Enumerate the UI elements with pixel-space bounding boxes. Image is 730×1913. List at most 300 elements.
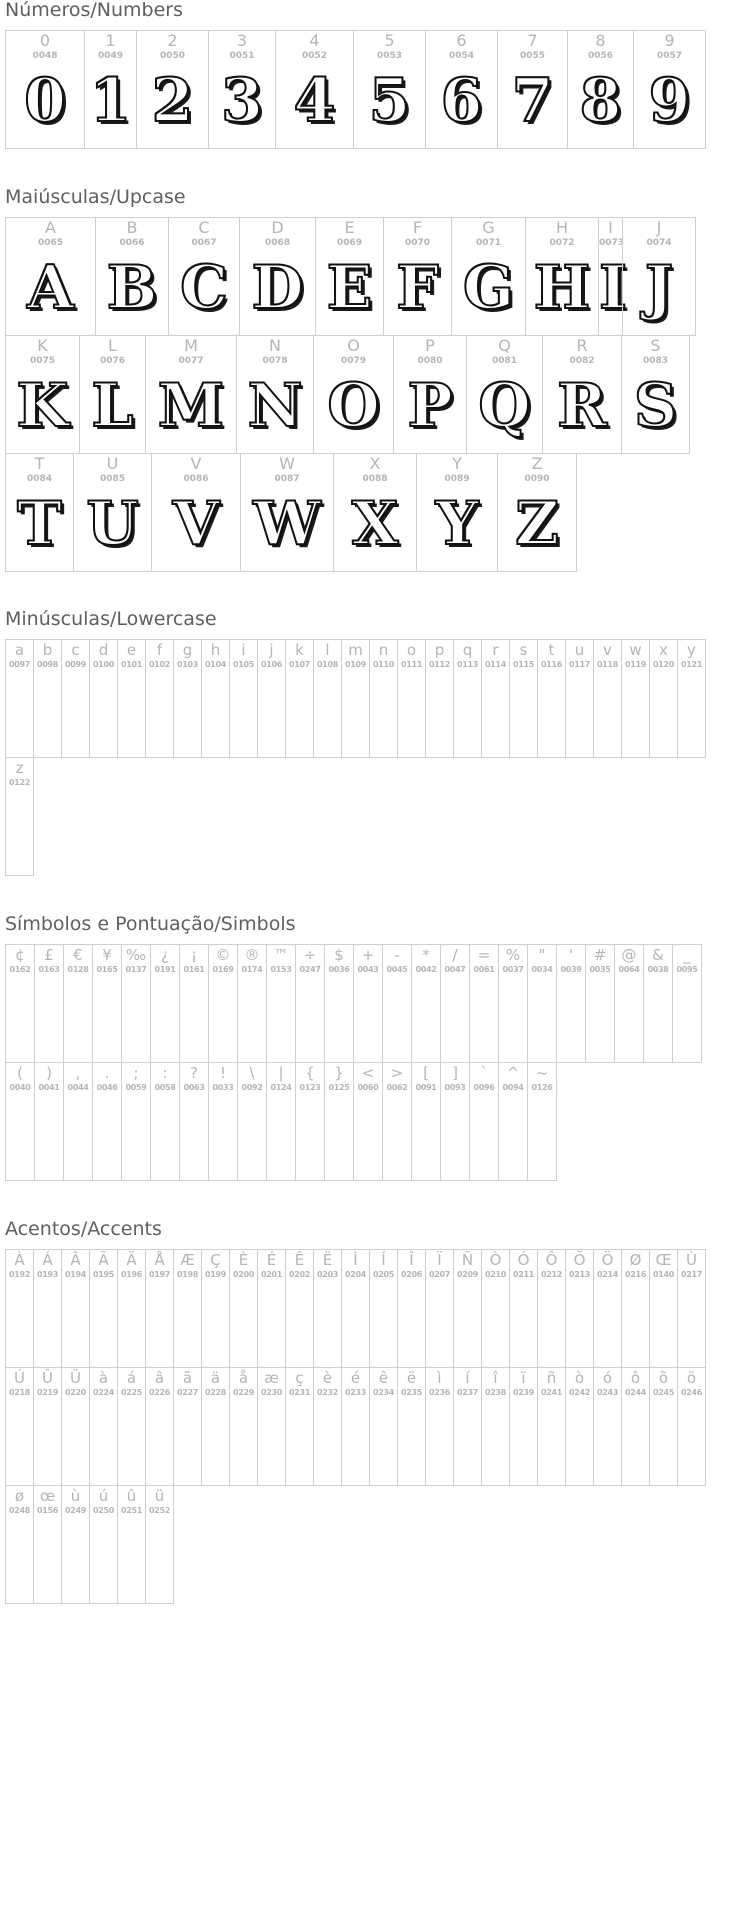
accents-glyph-cell bbox=[33, 1249, 62, 1368]
glyph-code-label: 0059 bbox=[125, 1083, 147, 1092]
glyph-code-label: 0245 bbox=[652, 1388, 675, 1397]
symbols-glyph-cell bbox=[34, 1062, 64, 1181]
glyph-preview: U bbox=[86, 489, 139, 559]
symbols-glyph-cell bbox=[382, 1062, 412, 1181]
glyph-code-label: 0193 bbox=[36, 1270, 59, 1279]
glyph-character-label: } bbox=[334, 1064, 344, 1082]
upcase-glyph-cell bbox=[416, 453, 498, 572]
glyph-code-label: 0239 bbox=[512, 1388, 535, 1397]
glyph-code-label: 0114 bbox=[484, 660, 507, 669]
upcase-glyph-cell bbox=[393, 335, 467, 454]
glyph-code-label: 0224 bbox=[92, 1388, 115, 1397]
upcase-grid bbox=[5, 217, 725, 571]
glyph-preview: A bbox=[27, 253, 74, 323]
glyph-code-label: 0212 bbox=[540, 1270, 563, 1279]
glyph-preview: I bbox=[599, 253, 628, 323]
symbols-glyph-cell bbox=[121, 1062, 151, 1181]
glyph-character-label: Õ bbox=[573, 1251, 586, 1269]
numbers-heading: Números/Numbers bbox=[5, 0, 183, 21]
glyph-code-label: 0075 bbox=[29, 356, 56, 366]
glyph-code-label: 0216 bbox=[624, 1270, 647, 1279]
glyph-character-label: ô bbox=[630, 1369, 641, 1387]
glyph-code-label: 0201 bbox=[260, 1270, 283, 1279]
glyph-character-label: ) bbox=[46, 1064, 52, 1082]
glyph-code-label: 0199 bbox=[204, 1270, 227, 1279]
glyph-character-label: - bbox=[394, 946, 400, 964]
glyph-preview: 3 bbox=[221, 66, 263, 136]
glyph-preview: D bbox=[251, 253, 304, 323]
glyph-code-label: 0128 bbox=[67, 965, 89, 974]
glyph-character-label: Ø bbox=[629, 1251, 642, 1269]
glyph-code-label: 0080 bbox=[417, 356, 443, 366]
upcase-glyph-cell bbox=[333, 453, 417, 572]
numbers-grid bbox=[5, 30, 725, 148]
upcase-glyph-cell bbox=[5, 453, 74, 572]
glyph-character-label: ø bbox=[14, 1487, 25, 1505]
symbols-glyph-cell bbox=[498, 944, 528, 1063]
accents-glyph-cell bbox=[173, 1249, 202, 1368]
symbols-glyph-cell bbox=[92, 944, 122, 1063]
glyph-character-label: J bbox=[656, 218, 662, 237]
accents-glyph-cell bbox=[117, 1249, 146, 1368]
glyph-character-label: Ë bbox=[322, 1251, 333, 1269]
glyph-character-label: È bbox=[238, 1251, 249, 1269]
glyph-character-label: á bbox=[126, 1369, 137, 1387]
symbols-glyph-cell bbox=[208, 944, 238, 1063]
glyph-character-label: ( bbox=[17, 1064, 23, 1082]
glyph-character-label: x bbox=[659, 641, 668, 659]
symbols-glyph-cell bbox=[382, 944, 412, 1063]
glyph-character-label: Z bbox=[531, 454, 543, 473]
accents-glyph-cell bbox=[313, 1249, 342, 1368]
glyph-character-label: 6 bbox=[456, 31, 467, 50]
glyph-character-label: Ò bbox=[489, 1251, 502, 1269]
accents-glyph-cell bbox=[593, 1367, 622, 1486]
glyph-code-label: 0237 bbox=[456, 1388, 479, 1397]
upcase-heading: Maiúsculas/Upcase bbox=[5, 186, 186, 208]
glyph-code-label: 0117 bbox=[568, 660, 591, 669]
glyph-code-label: 0108 bbox=[316, 660, 339, 669]
glyph-code-label: 0119 bbox=[624, 660, 647, 669]
glyph-code-label: 0109 bbox=[344, 660, 367, 669]
glyph-character-label: t bbox=[548, 641, 555, 659]
glyph-code-label: 0169 bbox=[212, 965, 234, 974]
accents-glyph-cell bbox=[173, 1367, 202, 1486]
lowercase-glyph-cell bbox=[369, 639, 398, 758]
glyph-character-label: > bbox=[390, 1064, 404, 1082]
glyph-character-label: l bbox=[325, 641, 330, 659]
glyph-code-label: 0043 bbox=[357, 965, 379, 974]
lowercase-glyph-cell bbox=[201, 639, 230, 758]
glyph-preview: 4 bbox=[293, 66, 336, 136]
glyph-character-label: Y bbox=[452, 454, 462, 473]
accents-glyph-cell bbox=[257, 1249, 286, 1368]
upcase-glyph-cell bbox=[542, 335, 622, 454]
glyph-code-label: 0107 bbox=[288, 660, 311, 669]
symbols-heading: Símbolos e Pontuação/Simbols bbox=[5, 913, 296, 935]
accents-glyph-cell bbox=[89, 1485, 118, 1604]
glyph-code-label: 0163 bbox=[38, 965, 60, 974]
glyph-character-label: ™ bbox=[273, 946, 289, 964]
accents-glyph-cell bbox=[89, 1367, 118, 1486]
glyph-character-label: = bbox=[477, 946, 491, 964]
glyph-character-label: T bbox=[34, 454, 45, 473]
symbols-grid bbox=[5, 944, 725, 1180]
glyph-code-label: 0101 bbox=[120, 660, 143, 669]
glyph-character-label: Ñ bbox=[461, 1251, 474, 1269]
glyph-character-label: Ì bbox=[353, 1251, 358, 1269]
upcase-glyph-cell bbox=[236, 335, 314, 454]
glyph-character-label: Ä bbox=[126, 1251, 137, 1269]
glyph-code-label: 0076 bbox=[99, 356, 126, 366]
accents-glyph-cell bbox=[341, 1367, 370, 1486]
upcase-glyph-cell bbox=[145, 335, 237, 454]
glyph-character-label: Í bbox=[381, 1251, 386, 1269]
glyph-preview: 0 bbox=[24, 66, 66, 136]
glyph-character-label: ¥ bbox=[102, 946, 112, 964]
glyph-code-label: 0233 bbox=[344, 1388, 367, 1397]
glyph-code-label: 0060 bbox=[357, 1083, 379, 1092]
glyph-code-label: 0063 bbox=[183, 1083, 205, 1092]
glyph-code-label: 0220 bbox=[64, 1388, 87, 1397]
lowercase-glyph-cell bbox=[5, 757, 34, 876]
glyph-code-label: 0103 bbox=[176, 660, 199, 669]
glyph-character-label: ü bbox=[154, 1487, 165, 1505]
glyph-character-label: î bbox=[493, 1369, 498, 1387]
glyph-code-label: 0055 bbox=[519, 51, 546, 61]
glyph-character-label: Ó bbox=[517, 1251, 530, 1269]
glyph-code-label: 0161 bbox=[183, 965, 205, 974]
glyph-code-label: 0195 bbox=[92, 1270, 115, 1279]
glyph-code-label: 0095 bbox=[676, 965, 698, 974]
glyph-character-label: å bbox=[238, 1369, 249, 1387]
glyph-preview: B bbox=[106, 253, 158, 323]
accents-glyph-cell bbox=[145, 1249, 174, 1368]
glyph-preview: K bbox=[16, 371, 69, 441]
glyph-code-label: 0121 bbox=[680, 660, 703, 669]
numbers-glyph-cell bbox=[5, 30, 85, 149]
upcase-glyph-cell bbox=[315, 217, 384, 336]
accents-glyph-cell bbox=[229, 1249, 258, 1368]
glyph-character-label: O bbox=[347, 336, 360, 355]
glyph-preview: N bbox=[247, 371, 303, 441]
glyph-character-label: i bbox=[241, 641, 246, 659]
glyph-character-label: m bbox=[348, 641, 363, 659]
glyph-code-label: 0118 bbox=[596, 660, 619, 669]
upcase-glyph-cell bbox=[79, 335, 146, 454]
glyph-code-label: 0090 bbox=[524, 474, 550, 484]
accents-glyph-cell bbox=[677, 1249, 706, 1368]
glyph-code-label: 0122 bbox=[8, 778, 31, 787]
glyph-character-label: n bbox=[378, 641, 389, 659]
glyph-code-label: 0116 bbox=[540, 660, 563, 669]
glyph-character-label: S bbox=[650, 336, 661, 355]
upcase-glyph-cell bbox=[168, 217, 240, 336]
glyph-code-label: 0207 bbox=[428, 1270, 451, 1279]
glyph-code-label: 0227 bbox=[176, 1388, 199, 1397]
glyph-character-label: Â bbox=[70, 1251, 81, 1269]
glyph-code-label: 0162 bbox=[9, 965, 31, 974]
upcase-glyph-cell bbox=[598, 217, 628, 336]
glyph-character-label: | bbox=[278, 1064, 284, 1082]
glyph-character-label: v bbox=[603, 641, 612, 659]
glyph-character-label: D bbox=[271, 218, 284, 237]
glyph-character-label: L bbox=[108, 336, 117, 355]
symbols-glyph-cell bbox=[295, 1062, 325, 1181]
numbers-glyph-cell bbox=[275, 30, 354, 149]
symbols-glyph-cell bbox=[5, 1062, 35, 1181]
glyph-character-label: Œ bbox=[655, 1251, 672, 1269]
accents-glyph-cell bbox=[117, 1485, 146, 1604]
symbols-glyph-cell bbox=[556, 944, 586, 1063]
glyph-character-label: { bbox=[305, 1064, 315, 1082]
glyph-character-label: ~ bbox=[535, 1064, 549, 1082]
symbols-glyph-cell bbox=[5, 944, 35, 1063]
glyph-character-label: < bbox=[361, 1064, 375, 1082]
lowercase-glyph-cell bbox=[61, 639, 90, 758]
glyph-preview: G bbox=[462, 253, 515, 323]
glyph-code-label: 0213 bbox=[568, 1270, 591, 1279]
glyph-code-label: 0111 bbox=[400, 660, 423, 669]
glyph-character-label: C bbox=[198, 218, 210, 237]
glyph-character-label: @ bbox=[621, 946, 637, 964]
glyph-code-label: 0070 bbox=[404, 238, 431, 248]
glyph-character-label: © bbox=[215, 946, 231, 964]
glyph-code-label: 0248 bbox=[8, 1506, 31, 1515]
numbers-glyph-cell bbox=[84, 30, 137, 149]
glyph-code-label: 0061 bbox=[473, 965, 495, 974]
symbols-glyph-cell bbox=[353, 944, 383, 1063]
glyph-character-label: M bbox=[184, 336, 198, 355]
lowercase-glyph-cell bbox=[145, 639, 174, 758]
glyph-character-label: è bbox=[322, 1369, 333, 1387]
glyph-code-label: 0106 bbox=[260, 660, 283, 669]
glyph-code-label: 0048 bbox=[32, 51, 58, 61]
glyph-code-label: 0115 bbox=[512, 660, 535, 669]
glyph-character-label: X bbox=[369, 454, 381, 473]
accents-glyph-cell bbox=[425, 1249, 454, 1368]
glyph-preview: H bbox=[533, 253, 591, 323]
glyph-character-label: Ô bbox=[545, 1251, 558, 1269]
glyph-character-label: ¿ bbox=[161, 946, 169, 964]
accents-glyph-cell bbox=[89, 1249, 118, 1368]
glyph-preview: T bbox=[17, 489, 62, 559]
glyph-character-label: N bbox=[269, 336, 281, 355]
accents-glyph-cell bbox=[621, 1367, 650, 1486]
glyph-code-label: 0089 bbox=[444, 474, 470, 484]
glyph-code-label: 0192 bbox=[8, 1270, 31, 1279]
upcase-glyph-cell bbox=[239, 217, 316, 336]
glyph-preview: 2 bbox=[151, 66, 194, 136]
glyph-code-label: 0102 bbox=[148, 660, 171, 669]
glyph-character-label: ä bbox=[210, 1369, 221, 1387]
glyph-character-label: b bbox=[42, 641, 53, 659]
symbols-glyph-cell bbox=[63, 1062, 93, 1181]
glyph-code-label: 0077 bbox=[178, 356, 204, 366]
glyph-code-label: 0165 bbox=[96, 965, 118, 974]
accents-glyph-cell bbox=[341, 1249, 370, 1368]
lowercase-glyph-cell bbox=[649, 639, 678, 758]
accents-glyph-cell bbox=[5, 1367, 34, 1486]
glyph-character-label: A bbox=[45, 218, 56, 237]
glyph-code-label: 0249 bbox=[64, 1506, 87, 1515]
lowercase-glyph-cell bbox=[565, 639, 594, 758]
glyph-code-label: 0041 bbox=[38, 1083, 60, 1092]
glyph-character-label: u bbox=[574, 641, 585, 659]
glyph-character-label: ' bbox=[568, 946, 574, 964]
accents-glyph-cell bbox=[593, 1249, 622, 1368]
glyph-code-label: 0126 bbox=[531, 1083, 553, 1092]
glyph-code-label: 0094 bbox=[502, 1083, 524, 1092]
glyph-character-label: d bbox=[98, 641, 109, 659]
glyph-code-label: 0229 bbox=[232, 1388, 255, 1397]
glyph-code-label: 0235 bbox=[400, 1388, 423, 1397]
glyph-code-label: 0086 bbox=[183, 474, 209, 484]
glyph-code-label: 0140 bbox=[652, 1270, 675, 1279]
glyph-code-label: 0104 bbox=[204, 660, 227, 669]
glyph-code-label: 0049 bbox=[97, 51, 124, 61]
glyph-preview: S bbox=[633, 371, 678, 441]
lowercase-glyph-cell bbox=[257, 639, 286, 758]
accents-glyph-cell bbox=[5, 1249, 34, 1368]
accents-glyph-cell bbox=[397, 1249, 426, 1368]
glyph-character-label: ì bbox=[437, 1369, 442, 1387]
symbols-glyph-cell bbox=[527, 1062, 557, 1181]
glyph-preview: W bbox=[253, 489, 321, 559]
glyph-character-label: & bbox=[652, 946, 664, 964]
lowercase-glyph-cell bbox=[397, 639, 426, 758]
accents-glyph-cell bbox=[481, 1249, 510, 1368]
accents-glyph-cell bbox=[453, 1249, 482, 1368]
glyph-character-label: $ bbox=[334, 946, 344, 964]
numbers-glyph-cell bbox=[136, 30, 209, 149]
glyph-character-label: + bbox=[361, 946, 375, 964]
numbers-glyph-cell bbox=[633, 30, 706, 149]
symbols-glyph-cell bbox=[614, 944, 644, 1063]
numbers-glyph-cell bbox=[353, 30, 426, 149]
glyph-code-label: 0067 bbox=[191, 238, 217, 248]
glyph-character-label: Ã bbox=[98, 1251, 109, 1269]
glyph-code-label: 0053 bbox=[376, 51, 403, 61]
glyph-code-label: 0062 bbox=[386, 1083, 408, 1092]
glyph-character-label: B bbox=[126, 218, 138, 237]
accents-glyph-cell bbox=[565, 1367, 594, 1486]
glyph-code-label: 0098 bbox=[36, 660, 59, 669]
glyph-character-label: Æ bbox=[180, 1251, 195, 1269]
glyph-character-label: H bbox=[555, 218, 569, 237]
glyph-character-label: ú bbox=[98, 1487, 109, 1505]
accents-glyph-cell bbox=[257, 1367, 286, 1486]
glyph-character-label: ÷ bbox=[303, 946, 317, 964]
symbols-glyph-cell bbox=[92, 1062, 122, 1181]
glyph-preview: 6 bbox=[440, 66, 483, 136]
upcase-glyph-cell bbox=[240, 453, 334, 572]
glyph-character-label: W bbox=[279, 454, 295, 473]
accents-glyph-cell bbox=[537, 1249, 566, 1368]
glyph-code-label: 0194 bbox=[64, 1270, 87, 1279]
glyph-character-label: 3 bbox=[236, 31, 248, 50]
glyph-character-label: 8 bbox=[595, 31, 606, 50]
glyph-code-label: 0040 bbox=[9, 1083, 31, 1092]
glyph-code-label: 0225 bbox=[120, 1388, 143, 1397]
glyph-code-label: 0038 bbox=[647, 965, 669, 974]
accents-glyph-cell bbox=[145, 1367, 174, 1486]
glyph-character-label: * bbox=[422, 946, 430, 964]
symbols-glyph-cell bbox=[672, 944, 702, 1063]
glyph-code-label: 0218 bbox=[8, 1388, 31, 1397]
accents-glyph-cell bbox=[201, 1367, 230, 1486]
glyph-character-label: ¡ bbox=[190, 946, 197, 964]
glyph-code-label: 0206 bbox=[400, 1270, 423, 1279]
glyph-code-label: 0209 bbox=[456, 1270, 479, 1279]
glyph-character-label: é bbox=[350, 1369, 361, 1387]
glyph-character-label: 4 bbox=[309, 31, 320, 50]
glyph-character-label: ç bbox=[295, 1369, 304, 1387]
lowercase-glyph-cell bbox=[117, 639, 146, 758]
glyph-character-label: Û bbox=[42, 1369, 53, 1387]
numbers-glyph-cell bbox=[208, 30, 276, 149]
glyph-code-label: 0045 bbox=[386, 965, 408, 974]
glyph-preview: X bbox=[351, 489, 399, 559]
glyph-character-label: . bbox=[104, 1064, 110, 1082]
glyph-character-label: Å bbox=[154, 1251, 165, 1269]
glyph-preview: O bbox=[327, 371, 380, 441]
accents-heading: Acentos/Accents bbox=[5, 1218, 162, 1240]
accents-glyph-cell bbox=[229, 1367, 258, 1486]
glyph-character-label: í bbox=[465, 1369, 470, 1387]
glyph-character-label: P bbox=[425, 336, 435, 355]
glyph-code-label: 0153 bbox=[270, 965, 292, 974]
lowercase-glyph-cell bbox=[593, 639, 622, 758]
glyph-code-label: 0035 bbox=[589, 965, 611, 974]
glyph-code-label: 0244 bbox=[624, 1388, 647, 1397]
glyph-character-label: a bbox=[14, 641, 25, 659]
glyph-code-label: 0156 bbox=[36, 1506, 59, 1515]
glyph-code-label: 0226 bbox=[148, 1388, 171, 1397]
glyph-character-label: E bbox=[344, 218, 355, 237]
glyph-code-label: 0084 bbox=[26, 474, 53, 484]
lowercase-glyph-cell bbox=[5, 639, 34, 758]
glyph-code-label: 0250 bbox=[92, 1506, 115, 1515]
glyph-preview: 8 bbox=[579, 66, 622, 136]
glyph-character-label: z bbox=[15, 759, 24, 777]
numbers-section bbox=[5, 0, 725, 148]
glyph-character-label: õ bbox=[658, 1369, 669, 1387]
upcase-glyph-cell bbox=[151, 453, 241, 572]
glyph-code-label: 0073 bbox=[599, 238, 625, 248]
accents-glyph-cell bbox=[117, 1367, 146, 1486]
symbols-glyph-cell bbox=[469, 944, 499, 1063]
glyph-code-label: 0105 bbox=[232, 660, 255, 669]
glyph-code-label: 0214 bbox=[596, 1270, 619, 1279]
glyph-preview: V bbox=[172, 489, 220, 559]
glyph-code-label: 0037 bbox=[502, 965, 524, 974]
glyph-code-label: 0242 bbox=[568, 1388, 591, 1397]
glyph-code-label: 0236 bbox=[428, 1388, 451, 1397]
glyph-preview: Y bbox=[435, 489, 479, 559]
glyph-character-label: 0 bbox=[39, 31, 51, 50]
lowercase-section bbox=[5, 609, 725, 875]
glyph-character-label: # bbox=[593, 946, 607, 964]
glyph-character-label: ^ bbox=[506, 1064, 520, 1082]
symbols-glyph-cell bbox=[440, 1062, 470, 1181]
glyph-code-label: 0087 bbox=[274, 474, 300, 484]
glyph-code-label: 0228 bbox=[204, 1388, 227, 1397]
upcase-section bbox=[5, 187, 725, 571]
glyph-code-label: 0071 bbox=[475, 238, 502, 248]
glyph-character-label: k bbox=[295, 641, 304, 659]
glyph-code-label: 0081 bbox=[491, 356, 518, 366]
